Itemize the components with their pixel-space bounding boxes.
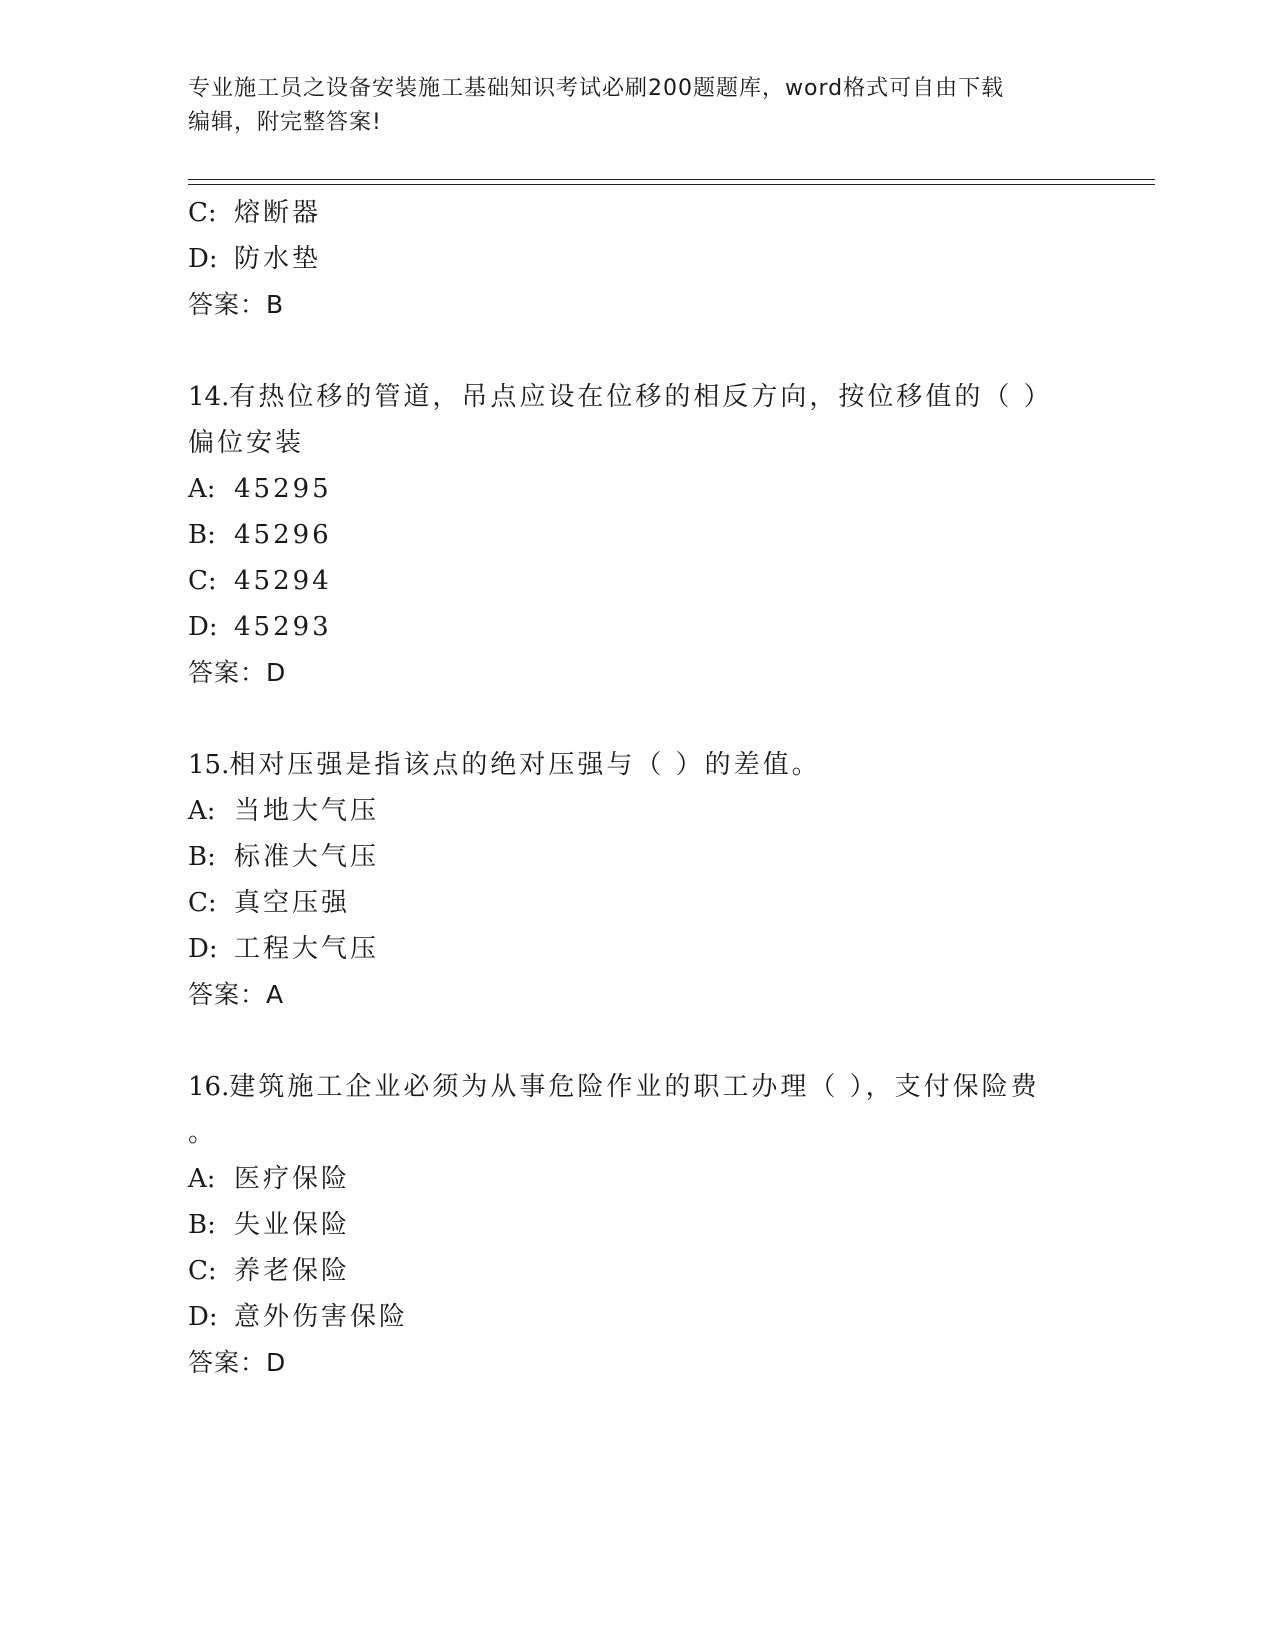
option-b (188, 834, 1088, 880)
option-key: B: (188, 520, 216, 550)
option-b (188, 512, 1088, 558)
option-key: B: (188, 842, 216, 872)
option-key: A: (188, 474, 216, 504)
option-text: 45294 (234, 566, 332, 596)
question-16 (188, 1064, 1088, 1386)
question-stem (188, 1064, 1088, 1110)
option-c (188, 190, 1088, 236)
option-text: 熔断器 (234, 198, 322, 228)
answer-line: 答案：B (188, 290, 285, 319)
option-key: C: (188, 1256, 217, 1286)
option-key: A: (188, 1164, 216, 1194)
header-title-line-1: 专业施工员之设备安装施工基础知识考试必刷200题题库，word格式可自由下载 (188, 76, 1005, 101)
question-stem-continued: 。 (188, 1118, 218, 1148)
option-a (188, 466, 1088, 512)
question-gap (188, 696, 1088, 742)
answer-line: 答案：D (188, 1348, 287, 1377)
header-title-line-2: 编辑，附完整答案! (188, 110, 382, 135)
question-number: 15. (188, 750, 230, 780)
question-stem (188, 374, 1088, 420)
question-stem (188, 742, 1088, 788)
option-text: 标准大气压 (234, 842, 380, 872)
question-15 (188, 742, 1088, 1018)
question-13-tail (188, 190, 1088, 328)
option-text: 45293 (234, 612, 332, 642)
option-d (188, 604, 1088, 650)
question-number: 14. (188, 382, 230, 412)
option-key: D: (188, 934, 218, 964)
option-text: 养老保险 (234, 1256, 351, 1286)
option-text: 45295 (234, 474, 332, 504)
question-text: 相对压强是指该点的绝对压强与（ ）的差值。 (229, 750, 821, 780)
question-14 (188, 374, 1088, 696)
option-d (188, 1294, 1088, 1340)
option-c (188, 1248, 1088, 1294)
answer-line: 答案：D (188, 658, 287, 687)
option-key: B: (188, 1210, 216, 1240)
question-text: 有热位移的管道，吊点应设在位移的相反方向，按位移值的（ ） (229, 382, 1053, 412)
option-b (188, 1202, 1088, 1248)
option-text: 防水垫 (234, 244, 322, 274)
option-key: D: (188, 612, 218, 642)
question-number: 16. (188, 1072, 230, 1102)
option-text: 意外伤害保险 (234, 1302, 409, 1332)
option-key: D: (188, 1302, 218, 1332)
option-text: 真空压强 (234, 888, 351, 918)
question-text: 建筑施工企业必须为从事危险作业的职工办理（ ），支付保险费 (229, 1072, 1040, 1102)
answer-line: 答案：A (188, 980, 285, 1009)
option-text: 45296 (234, 520, 332, 550)
option-text: 医疗保险 (234, 1164, 351, 1194)
option-text: 工程大气压 (234, 934, 380, 964)
option-d (188, 926, 1088, 972)
question-stem-continued: 偏位安装 (188, 428, 305, 458)
header-divider-bottom (188, 184, 1155, 185)
option-key: C: (188, 566, 217, 596)
option-text: 失业保险 (234, 1210, 351, 1240)
option-d (188, 236, 1088, 282)
option-key: C: (188, 198, 217, 228)
option-key: D: (188, 244, 218, 274)
option-key: C: (188, 888, 217, 918)
option-text: 当地大气压 (234, 796, 380, 826)
document-header (188, 72, 1088, 140)
option-a (188, 788, 1088, 834)
option-c (188, 880, 1088, 926)
question-list (188, 190, 1088, 1386)
option-c (188, 558, 1088, 604)
option-a (188, 1156, 1088, 1202)
question-gap (188, 328, 1088, 374)
header-divider-top (188, 179, 1155, 180)
option-key: A: (188, 796, 216, 826)
question-gap (188, 1018, 1088, 1064)
